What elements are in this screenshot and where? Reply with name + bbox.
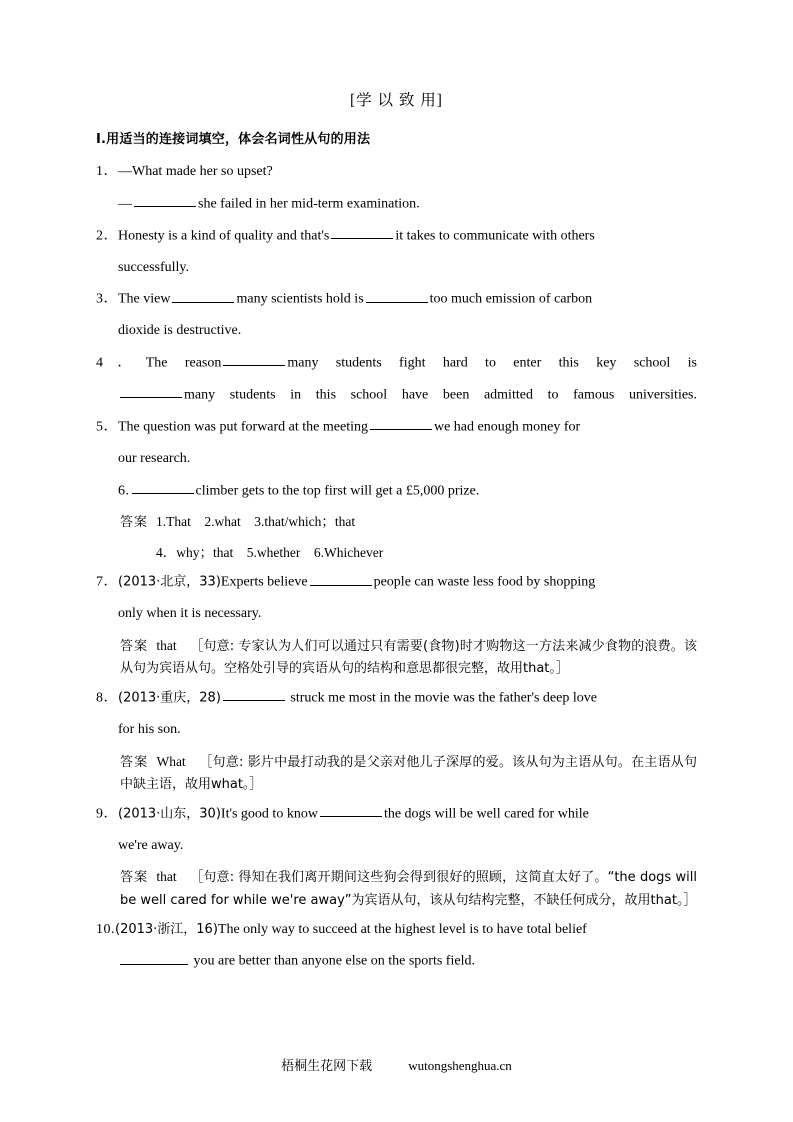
- answer-label: 答案: [120, 639, 149, 655]
- question-10-cont: [118, 950, 697, 973]
- answer-label: 答案: [120, 754, 149, 770]
- answer-key: that: [156, 638, 177, 654]
- answer-explanation: ［句意: 专家认为人们可以通过只有需要(食物)时才购物这一方法来减少食物的浪费。该从句为宾语从句。空格处引导的宾语从句的结构和意思都很完整，故用that。］: [120, 639, 697, 677]
- question-3-cont: dioxide is destructive.: [118, 323, 242, 339]
- question-9-post: the dogs will be well cared for while: [383, 806, 589, 822]
- question-3-mid: many scientists hold is: [236, 291, 364, 307]
- question-6: [118, 480, 697, 503]
- question-3-pre: The view: [118, 291, 171, 307]
- fill-blank[interactable]: [134, 193, 196, 207]
- fill-blank[interactable]: [172, 288, 234, 302]
- question-4-pre: The reason: [145, 355, 222, 371]
- question-9: [96, 803, 697, 826]
- answer-9: [96, 866, 697, 910]
- question-7-pre: Experts believe: [220, 574, 308, 590]
- answer-label: 答案: [120, 870, 149, 886]
- answer-text: 4．why；that 5.whether 6.Whichever: [156, 544, 384, 560]
- question-10: [96, 919, 697, 942]
- question-5-post: we had enough money for: [433, 419, 581, 435]
- question-7: [96, 571, 697, 594]
- page-title: [学 以 致 用]: [350, 92, 443, 109]
- question-1-dash: —: [118, 195, 132, 211]
- fill-blank[interactable]: [310, 571, 372, 585]
- answer-label: 答案: [120, 515, 149, 531]
- question-7-cont: only when it is necessary.: [118, 606, 262, 622]
- question-1-line2-text: she failed in her mid-term examination.: [198, 195, 420, 211]
- question-4-number: 4．: [96, 355, 146, 371]
- question-7-source: (2013·北京，33): [118, 574, 221, 590]
- question-2-cont: successfully.: [118, 259, 190, 275]
- answer-text: 1.That 2.what 3.that/which；that: [156, 514, 356, 530]
- question-3-post: too much emission of carbon: [429, 291, 593, 307]
- answer-block-1-line2: [96, 542, 697, 564]
- question-4-post: many students fight hard to enter this key school is: [287, 355, 697, 371]
- question-3-number: 3．: [96, 291, 118, 307]
- question-9-pre: It's good to know: [220, 806, 318, 822]
- answer-7: [96, 635, 697, 679]
- answer-key: What: [156, 753, 186, 769]
- question-1: [96, 161, 697, 184]
- question-9-source: (2013·山东，30): [118, 806, 221, 822]
- section-heading: Ⅰ.用适当的连接词填空，体会名词性从句的用法: [96, 132, 371, 147]
- question-4-cont-text: many students in this school have been admitted to famous universities.: [184, 387, 697, 403]
- question-5: [96, 416, 697, 439]
- answer-8: [96, 751, 697, 795]
- fill-blank[interactable]: [223, 687, 285, 701]
- question-3: [96, 288, 697, 311]
- question-5-pre: The question was put forward at the meeting: [118, 419, 368, 435]
- question-9-cont: we're away.: [118, 837, 184, 853]
- question-6-post: climber gets to the top first will get a £5,000 prize.: [195, 482, 480, 498]
- question-8-number: 8．: [96, 690, 118, 706]
- question-7-number: 7．: [96, 574, 118, 590]
- question-1-number: 1．: [96, 164, 118, 179]
- question-8: [96, 687, 697, 710]
- answer-key: that: [156, 869, 177, 885]
- fill-blank[interactable]: [370, 416, 432, 430]
- question-6-number: 6.: [118, 482, 130, 498]
- answer-block-1-line1: [96, 511, 697, 533]
- fill-blank[interactable]: [320, 803, 382, 817]
- question-10-number: 10.: [96, 921, 115, 937]
- question-9-number: 9．: [96, 806, 118, 822]
- question-8-post: struck me most in the movie was the father's deep love: [286, 690, 597, 706]
- answer-explanation: ［句意: 得知在我们离开期间这些狗会得到很好的照顾，这简直太好了。“the dogs will be well cared for while we're away”为宾语从句，该从句结构完整，不缺任何成分，故用that。］: [120, 870, 697, 908]
- question-1-line1: —What made her so upset?: [118, 164, 273, 179]
- question-5-number: 5．: [96, 419, 118, 435]
- question-1-line2: [118, 193, 697, 216]
- question-8-cont: for his son.: [118, 722, 181, 738]
- fill-blank[interactable]: [366, 288, 428, 302]
- fill-blank[interactable]: [223, 352, 285, 366]
- question-7-post: people can waste less food by shopping: [373, 574, 596, 590]
- question-2-post: it takes to communicate with others: [395, 227, 595, 243]
- question-10-source: (2013·浙江，16): [115, 921, 218, 937]
- fill-blank[interactable]: [331, 225, 393, 239]
- question-5-cont: our research.: [118, 450, 191, 466]
- question-4: [96, 352, 697, 375]
- page-footer: [0, 1055, 793, 1074]
- question-8-source: (2013·重庆，28): [118, 690, 221, 706]
- answer-explanation: ［句意: 影片中最打动我的是父亲对他儿子深厚的爱。该从句为主语从句。在主语从句中缺主语，故用what。］: [120, 754, 698, 792]
- fill-blank[interactable]: [132, 480, 194, 494]
- fill-blank[interactable]: [120, 384, 182, 398]
- question-10-pre: The only way to succeed at the highest level is to have total belief: [217, 921, 587, 937]
- fill-blank[interactable]: [120, 950, 188, 964]
- question-2: [96, 225, 697, 248]
- question-2-number: 2．: [96, 227, 118, 243]
- question-2-pre: Honesty is a kind of quality and that's: [118, 227, 330, 243]
- question-10-cont-text: you are better than anyone else on the sports field.: [190, 953, 475, 969]
- footer-url: wutongshenghua.cn: [408, 1058, 512, 1073]
- footer-site-name: 梧桐生花网下载: [281, 1059, 373, 1074]
- question-4-cont: [118, 384, 697, 407]
